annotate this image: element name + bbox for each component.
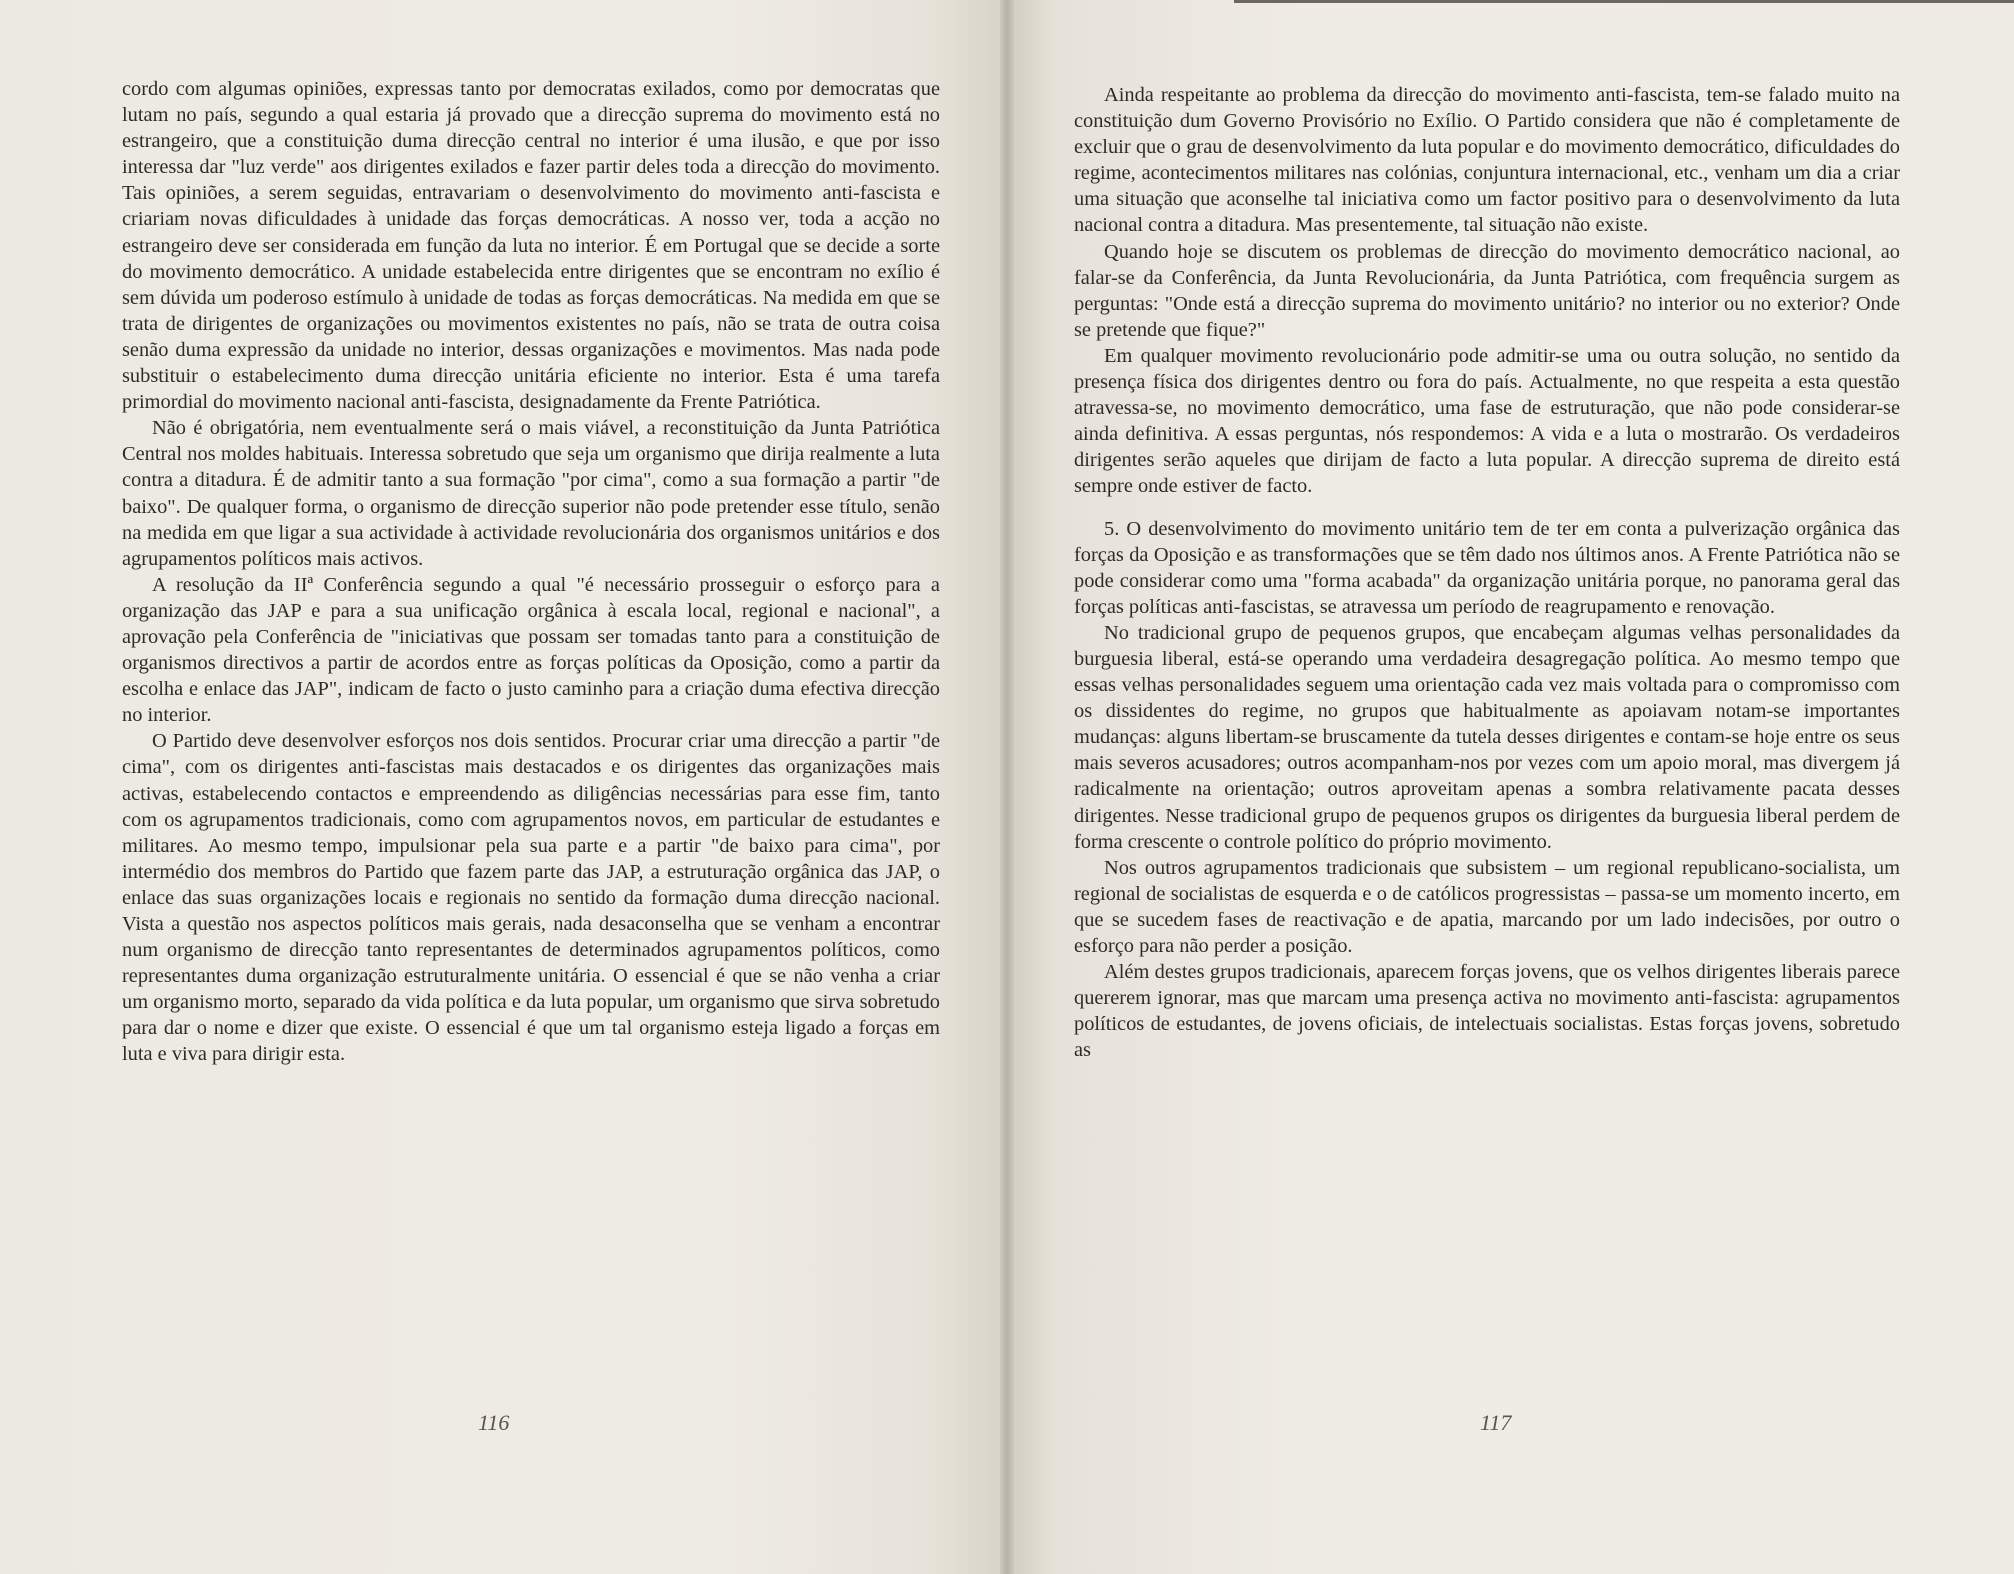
paragraph: No tradicional grupo de pequenos grupos, que encabeçam algumas velhas personalidades da burguesia liberal, está-se operando uma verdadeira desagregação política. Ao mesmo tempo que essas velhas personalidades seguem uma orientação cada vez mais voltada para o compromisso com os dissidentes do regime, no grupos que habitualmente as apoiavam notam-se importantes mudanças: alguns libertam-se bruscamente da tutela desses dirigentes e contam-se hoje entre os seus mais severos acusadores; outros acompanham-nos por vezes com um apoio moral, mas divergem já radicalmente na orientação; outros aproveitam apenas a sombra relativamente pacata desses dirigentes. Nesse tradicional grupo de pequenos grupos os dirigentes da burguesia liberal perdem de forma crescente o controle político do próprio movimento. [1074, 621, 1900, 853]
page-edge-shadow [1234, 0, 2014, 3]
paragraph: A resolução da IIª Conferência segundo a qual "é necessário prosseguir o esforço para a organização das JAP e para a sua unificação orgânica à escala local, regional e nacional", a aprovação pela Conferência de "iniciativas que possam ser tomadas tanto para a constituição de organismos directivos a partir de acordos entre as forças políticas da Oposição, como a partir da escolha e enlace das JAP", indicam de facto o justo caminho para a criação duma efectiva direcção no interior. [122, 573, 940, 727]
paragraph: 5. O desenvolvimento do movimento unitário tem de ter em conta a pulverização orgânica das forças da Oposição e as transformações que se têm dado nos últimos anos. A Frente Patriótica não se pode considerar como uma "forma acabada" da organização unitária porque, no panorama geral das forças políticas anti-fascistas, se atravessa um período de reagrupamento e renovação. [1074, 517, 1900, 618]
page-number: 117 [1480, 1410, 1512, 1435]
paragraph: Quando hoje se discutem os problemas de direcção do movimento democrático nacional, ao falar-se da Conferência, da Junta Revolucionária, da Junta Patriótica, com frequência surgem as perguntas: "Onde está a direcção suprema do movimento unitário? no interior ou no exterior? Onde se pretende que fique?" [1074, 240, 1900, 341]
left-page [0, 0, 1004, 1574]
paragraph: cordo com algumas opiniões, expressas tanto por democratas exilados, como por democratas que lutam no país, segundo a qual estaria já provado que a direcção suprema do movimento está no estrangeiro, que a constituição duma direcção central no interior é uma ilusão, e que por isso interessa dar "luz verde" aos dirigentes exilados e fazer partir deles toda a direcção do movimento. Tais opiniões, a serem seguidas, entravariam o desenvolvimento do movimento anti-fascista e criariam novas dificuldades à unidade das forças democráticas. A nosso ver, toda a acção no estrangeiro deve ser considerada em função da luta no interior. É em Portugal que se decide a sorte do movimento democrático. A unidade estabelecida entre dirigentes que se encontram no exílio é sem dúvida um poderoso estímulo à unidade de todas as forças democráticas. Na medida em que se trata de dirigentes de organizações ou movimentos existentes no país, não se trata de outra coisa senão duma expressão da unidade no interior, dessas organizações e movimentos. Mas nada pode substituir o estabelecimento duma direcção unitária eficiente no interior. Esta é uma tarefa primordial do movimento nacional anti-fascista, designadamente da Frente Patriótica. [122, 78, 940, 414]
left-page-text [122, 76, 940, 1068]
right-page-text [1074, 82, 1900, 1063]
paragraph: Nos outros agrupamentos tradicionais que subsistem – um regional republicano-socialista, um regional de socialistas de esquerda e o de católicos progressistas – passa-se um momento incerto, em que se sucedem fases de reactivação e de apatia, marcando por um lado indecisões, por outro o esforço para não perder a posição. [1074, 856, 1900, 957]
paragraph: Além destes grupos tradicionais, aparecem forças jovens, que os velhos dirigentes liberais parece quererem ignorar, mas que marcam uma presença activa no movimento anti-fascista: agrupamentos políticos de estudantes, de jovens oficiais, de intelectuais socialistas. Estas forças jovens, sobretudo as [1074, 961, 1900, 1062]
book-gutter [1000, 0, 1014, 1574]
page-number: 116 [478, 1410, 510, 1435]
right-page [1004, 0, 2014, 1574]
paragraph: Em qualquer movimento revolucionário pode admitir-se uma ou outra solução, no sentido da presença física dos dirigentes dentro ou fora do país. Actualmente, no que respeita a esta questão atravessa-se, no movimento democrático, uma fase de estruturação, que não pode considerar-se ainda definitiva. A essas perguntas, nós respondemos: A vida e a luta o mostrarão. Os verdadeiros dirigentes serão aqueles que dirijam de facto a luta popular. A direcção suprema de direito está sempre onde estiver de facto. [1074, 344, 1900, 498]
paragraph: O Partido deve desenvolver esforços nos dois sentidos. Procurar criar uma direcção a partir "de cima", com os dirigentes anti-fascistas mais destacados e os dirigentes das organizações mais activas, estabelecendo contactos e empreendendo as diligências necessárias para esse fim, tanto com os agrupamentos tradicionais, como com agrupamentos novos, em particular de estudantes e militares. Ao mesmo tempo, impulsionar pela sua parte e a partir "de baixo para cima", por intermédio dos membros do Partido que fazem parte das JAP, a estruturação orgânica das JAP, o enlace das suas organizações locais e regionais no sentido da formação duma direcção nacional. Vista a questão nos aspectos políticos mais gerais, nada desaconselha que se venham a encontrar num organismo de direcção tanto representantes de determinados agrupamentos políticos, como representantes duma organização estruturalmente unitária. O essencial é que se não venha a criar um organismo morto, separado da vida política e da luta popular, um organismo que sirva sobretudo para dar o nome e dizer que existe. O essencial é que um tal organismo esteja ligado a forças em luta e viva para dirigir esta. [122, 730, 940, 1066]
paragraph: Ainda respeitante ao problema da direcção do movimento anti-fascista, tem-se falado muito na constituição dum Governo Provisório no Exílio. O Partido considera que não é completamente de excluir que o grau de desenvolvimento da luta popular e do movimento democrático, dificuldades do regime, acontecimentos militares nas colónias, conjuntura internacional, etc., venham um dia a criar uma situação que aconselhe tal iniciativa como um factor positivo para o desenvolvimento da luta nacional contra a ditadura. Mas presentemente, tal situação não existe. [1074, 84, 1900, 237]
paragraph: Não é obrigatória, nem eventualmente será o mais viável, a reconstituição da Junta Patriótica Central nos moldes habituais. Interessa sobretudo que seja um organismo que dirija realmente a luta contra a ditadura. É de admitir tanto a sua formação "por cima", como a sua formação a partir "de baixo". De qualquer forma, o organismo de direcção superior não pode pretender esse título, senão na medida em que ligar a sua actividade à actividade revolucionária dos organismos unitários e dos agrupamentos políticos mais activos. [122, 417, 940, 570]
